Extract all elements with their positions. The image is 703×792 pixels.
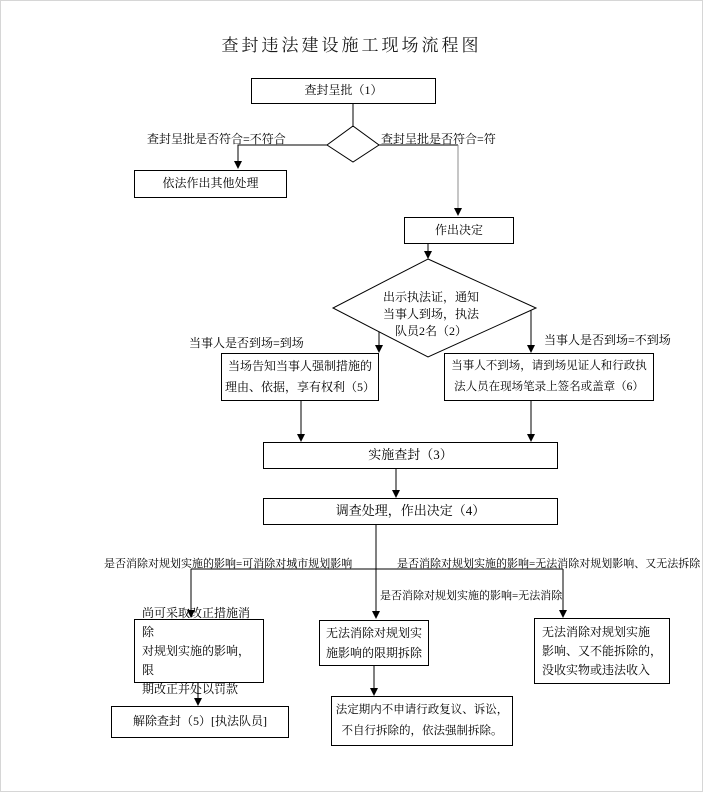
- flow-node-investigate-decide: [263, 498, 558, 525]
- flow-node-label: 无法消除对规划实: [325, 626, 422, 640]
- flow-node-release-seal: [111, 706, 289, 738]
- edge-label-conform: 查封呈批是否符合=符: [381, 132, 496, 146]
- edge-label-present: 当事人是否到场=到场: [189, 336, 304, 350]
- flow-node-label: 理由、依据，享有权利（5）: [224, 380, 375, 394]
- flow-node-label: 期改正并处以罚款: [142, 681, 239, 696]
- page-title: 查封违法建设施工现场流程图: [221, 36, 482, 55]
- arrowhead-down: [370, 688, 378, 696]
- flow-node-label: 作出决定: [434, 222, 483, 237]
- arrowhead-down: [297, 434, 305, 442]
- arrowhead-down: [372, 611, 380, 619]
- flow-node-correct-and-fine: [134, 605, 264, 696]
- flow-node-label: 影响、又不能拆除的，: [542, 643, 663, 658]
- flow-node-label: 无法消除对规划实施: [542, 624, 651, 639]
- flow-node-limited-demolish: [319, 620, 429, 666]
- flow-node-make-decision: [404, 217, 514, 244]
- arrowhead-down: [559, 610, 567, 618]
- decision-diamond-approval: [327, 126, 379, 162]
- edge-label-not-conform: 查封呈批是否符合=不符合: [147, 132, 286, 146]
- flow-node-other-handling: [134, 170, 287, 198]
- flow-node-label: 查封呈批（1）: [304, 83, 383, 98]
- flow-node-label: 法定期内不申请行政复议、诉讼，: [335, 704, 509, 716]
- flow-node-label: 实施查封（3）: [368, 447, 453, 463]
- arrowhead-down: [424, 251, 432, 259]
- arrowhead-down: [527, 345, 535, 353]
- flow-node-force-demolish: [331, 696, 513, 746]
- flow-node-label: 施影响的限期拆除: [325, 646, 422, 660]
- flow-node-absent-witness: [444, 353, 654, 401]
- arrowhead-down: [454, 208, 462, 216]
- flow-node-label: 调查处理，作出决定（4）: [335, 503, 486, 519]
- flow-node-label: 出示执法证，通知: [382, 290, 479, 304]
- flow-node-label: 队员2名（2）: [394, 324, 467, 338]
- flow-node-label: 对规划实施的影响，限: [142, 643, 251, 677]
- arrowhead-down: [375, 345, 383, 353]
- edge-label-absent: 当事人是否到场=不到场: [544, 333, 671, 347]
- flow-node-confiscate: [534, 618, 670, 684]
- flow-node-inform-onsite: [221, 353, 379, 401]
- flow-node-label: 当场告知当事人强制措施的: [227, 359, 372, 373]
- flow-node-label: 没收实物或违法收入: [542, 662, 651, 677]
- arrowhead-down: [194, 698, 202, 706]
- flow-node-label: 解除查封（5）[执法队员]: [133, 714, 267, 729]
- flow-node-label: 依法作出其他处理: [162, 176, 259, 191]
- flow-node-label: 不自行拆除的，依法强制拆除。: [341, 725, 503, 737]
- edge-label-cannot-eliminate-cannot-demolish: 是否消除对规划实施的影响=无法消除对规划影响、又无法拆除: [397, 558, 701, 570]
- flow-node-label: 当事人不到场，请到场见证人和行政执: [451, 360, 647, 372]
- edge-label-cannot-eliminate: 是否消除对规划实施的影响=无法消除: [380, 590, 563, 602]
- arrowhead-down: [527, 434, 535, 442]
- arrowhead-down: [392, 490, 400, 498]
- flow-node-label: 尚可采取改正措施消除: [142, 605, 251, 639]
- edge-label-can-eliminate: 是否消除对规划实施的影响=可消除对城市规划影响: [104, 558, 353, 570]
- flow-node-submit: [251, 78, 436, 104]
- flow-node-notify-diamond-text: [358, 289, 504, 340]
- flow-node-label: 当事人到场，执法: [382, 307, 479, 321]
- flow-node-implement-seal: [263, 442, 558, 469]
- connector-line: [238, 145, 327, 162]
- arrowhead-down: [234, 161, 242, 169]
- flow-node-label: 法人员在现场笔录上签名或盖章（6）: [454, 381, 644, 393]
